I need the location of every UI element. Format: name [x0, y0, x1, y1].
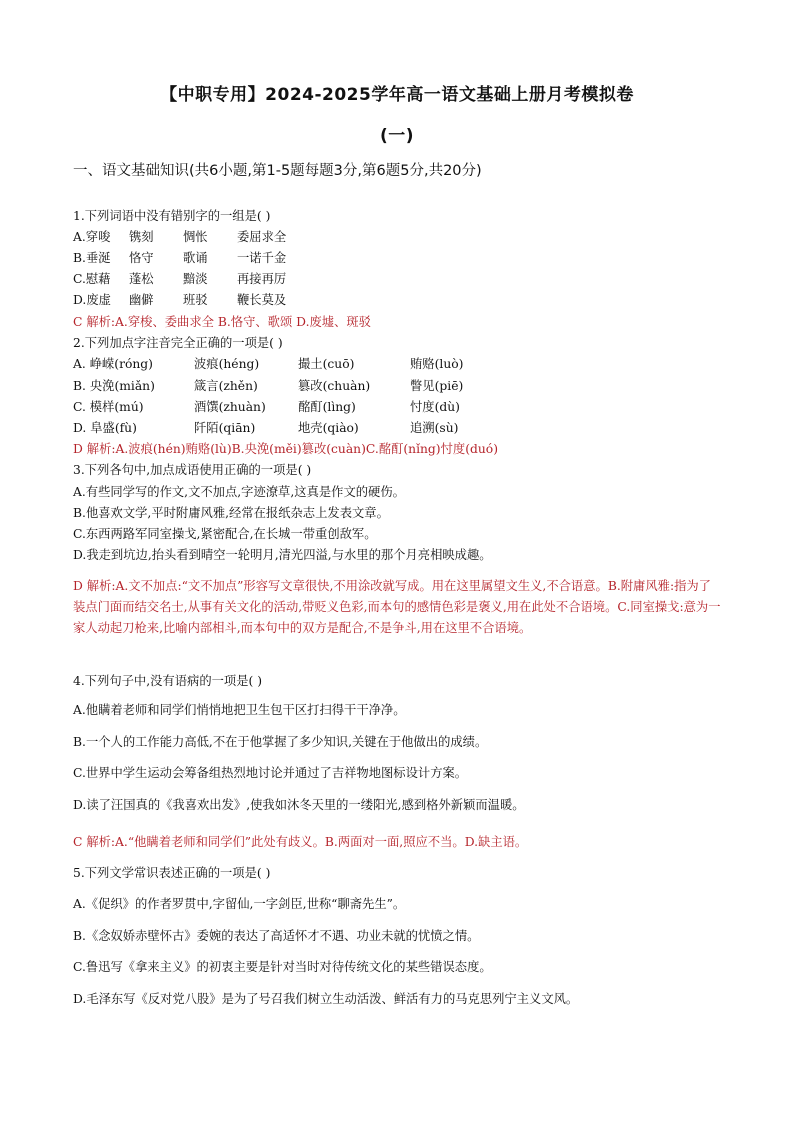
question-4-option-a: A.他瞒着老师和同学们悄悄地把卫生包干区打扫得干干净净。: [73, 703, 406, 717]
option-word: 一诺千金: [237, 251, 287, 265]
option-word: 箴言(zhěn): [194, 379, 258, 393]
question-5-option-b: B.《念奴娇赤壁怀古》委婉的表达了高适怀才不遇、功业未就的忧愤之情。: [73, 929, 480, 943]
question-3-stem: 3.下列各句中,加点成语使用正确的一项是( ): [73, 463, 312, 477]
question-2-answer: D 解析:A.波痕(hén)贿赂(lù)B.央浼(měi)篡改(cuàn)C.酩酊(nǐng)忖度(duó): [73, 442, 498, 456]
option-word: D. 阜盛(fù): [73, 421, 137, 435]
option-word: 蓬松: [129, 272, 154, 286]
question-1-option-d: [73, 290, 286, 308]
option-word: 忖度(dù): [410, 400, 460, 414]
option-word: 贿赂(luò): [410, 357, 464, 371]
option-word: 撮土(cuō): [298, 357, 355, 371]
page-title: 【中职专用】2024-2025学年高一语文基础上册月考模拟卷: [160, 85, 634, 105]
question-4-stem: 4.下列句子中,没有语病的一项是( ): [73, 674, 263, 688]
question-4-option-b: B.一个人的工作能力高低,不在于他掌握了多少知识,关键在于他做出的成绩。: [73, 735, 488, 749]
option-word: 镌刻: [129, 230, 154, 244]
option-word: 阡陌(qiān): [194, 421, 256, 435]
question-2-stem: 2.下列加点字注音完全正确的一项是( ): [73, 336, 283, 350]
question-5-option-d: D.毛泽东写《反对党八股》是为了号召我们树立生动活泼、鲜活有力的马克思列宁主义文风。: [73, 992, 579, 1006]
option-word: 波痕(héng): [194, 357, 260, 371]
question-1-option-a: [73, 227, 286, 245]
question-3-option-d: D.我走到坑边,抬头看到晴空一轮明月,清光四溢,与水里的那个月亮相映成趣。: [73, 548, 492, 562]
option-word: 瞥见(piē): [410, 379, 464, 393]
page-subtitle: (一): [379, 126, 415, 146]
question-5-stem: 5.下列文学常识表述正确的一项是( ): [73, 866, 271, 880]
question-1-answer: C 解析:A.穿梭、委曲求全 B.恪守、歌颂 D.废墟、斑驳: [73, 315, 371, 329]
option-word: 酒馔(zhuàn): [194, 400, 266, 414]
option-word: A. 峥嵘(róng): [73, 357, 153, 371]
option-word: 委屈求全: [237, 230, 287, 244]
option-word: B.垂涎: [73, 251, 111, 265]
option-word: 酩酊(lìng): [298, 400, 356, 414]
question-5-option-c: C.鲁迅写《拿来主义》的初衷主要是针对当时对待传统文化的某些错误态度。: [73, 960, 492, 974]
option-word: D.废虚: [73, 293, 111, 307]
option-word: 追溯(sù): [410, 421, 459, 435]
option-word: 黯淡: [183, 272, 208, 286]
option-word: 地壳(qiào): [298, 421, 359, 435]
question-3-answer: D 解析:A.文不加点:“文不加点”形容写文章很快,不用涂改就写成。用在这里属望文生义,不合语意。B.附庸风雅:指为了装点门面而结交名士,从事有关文化的活动,带贬义色彩,而本句的感情色彩是褒义,用在此处不合语境。C.同室操戈:意为一家人动起刀枪来,比喻内部相斗,而本句中的双方是配合,不是争斗,用在这里不合语境。: [73, 579, 721, 635]
question-1-option-b: [73, 248, 286, 266]
option-word: 惆怅: [183, 230, 208, 244]
question-2-option-d: [73, 418, 458, 436]
option-word: 再接再厉: [237, 272, 287, 286]
option-word: C. 模样(mú): [73, 400, 144, 414]
question-2-option-a: [73, 354, 463, 372]
question-1-stem: 1.下列词语中没有错别字的一组是( ): [73, 209, 271, 223]
question-5-option-a: A.《促织》的作者罗贯中,字留仙,一字剑臣,世称“聊斋先生”。: [73, 897, 406, 911]
question-2-option-b: [73, 376, 463, 394]
question-2-option-c: [73, 397, 460, 415]
option-word: B. 央浼(miǎn): [73, 379, 155, 393]
section-heading: 一、语文基础知识(共6小题,第1-5题每题3分,第6题5分,共20分): [73, 163, 482, 179]
option-word: C.慰藉: [73, 272, 111, 286]
option-word: 班驳: [183, 293, 208, 307]
question-1-option-c: [73, 269, 286, 287]
option-word: 幽僻: [129, 293, 154, 307]
question-3-option-c: C.东西两路军同室操戈,紧密配合,在长城一带重创敌军。: [73, 527, 377, 541]
option-word: A.穿唆: [73, 230, 111, 244]
question-3-option-a: A.有些同学写的作文,文不加点,字迹潦草,这真是作文的硬伤。: [73, 485, 405, 499]
question-4-option-d: D.读了汪国真的《我喜欢出发》,使我如沐冬天里的一缕阳光,感到格外新颖而温暖。: [73, 798, 525, 812]
question-4-option-c: C.世界中学生运动会筹备组热烈地讨论并通过了吉祥物地图标设计方案。: [73, 766, 468, 780]
option-word: 鞭长莫及: [237, 293, 287, 307]
option-word: 歌诵: [183, 251, 208, 265]
option-word: 篡改(chuàn): [298, 379, 371, 393]
question-3-option-b: B.他喜欢文学,平时附庸风雅,经常在报纸杂志上发表文章。: [73, 506, 389, 520]
option-word: 恪守: [129, 251, 154, 265]
question-4-answer: C 解析:A.“他瞒着老师和同学们”此处有歧义。B.两面对一面,照应不当。D.缺主语。: [73, 835, 528, 849]
